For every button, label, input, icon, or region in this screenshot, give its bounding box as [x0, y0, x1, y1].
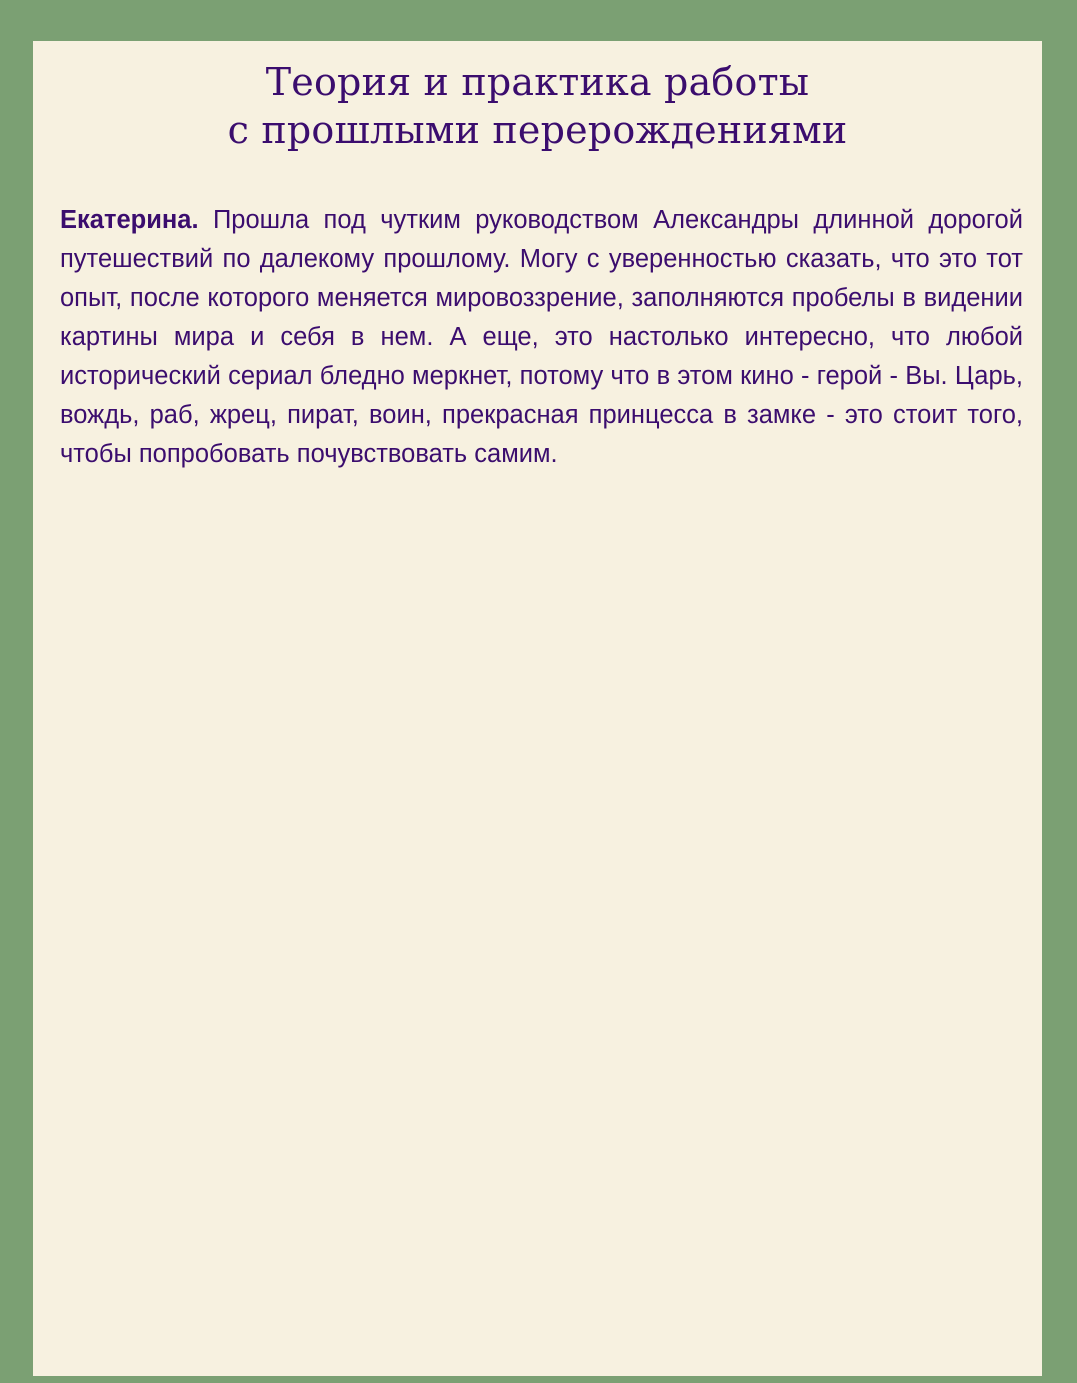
- page-title: [33, 41, 1042, 154]
- testimonial-author: Екатерина.: [60, 206, 199, 234]
- testimonial-paragraph: [60, 201, 1023, 474]
- content-panel: [33, 41, 1042, 1376]
- testimonial-text: Прошла под чутким руководством Александры длинной дорогой путешествий по далекому прошлому. Могу с уверенностью сказать, что это тот опыт, после которого меняется мировоззрение, заполняются пробелы в видении картины мира и себя в нем. А еще, это настолько интересно, что любой исторический сериал бледно меркнет, потому что в этом кино - герой - Вы. Царь, вождь, раб, жрец, пират, воин, прекрасная принцесса в замке - это стоит того, чтобы попробовать почувствовать самим.: [60, 206, 1023, 468]
- title-line-1: Теория и практика работы: [265, 60, 810, 104]
- title-line-2: с прошлыми перерождениями: [227, 108, 848, 152]
